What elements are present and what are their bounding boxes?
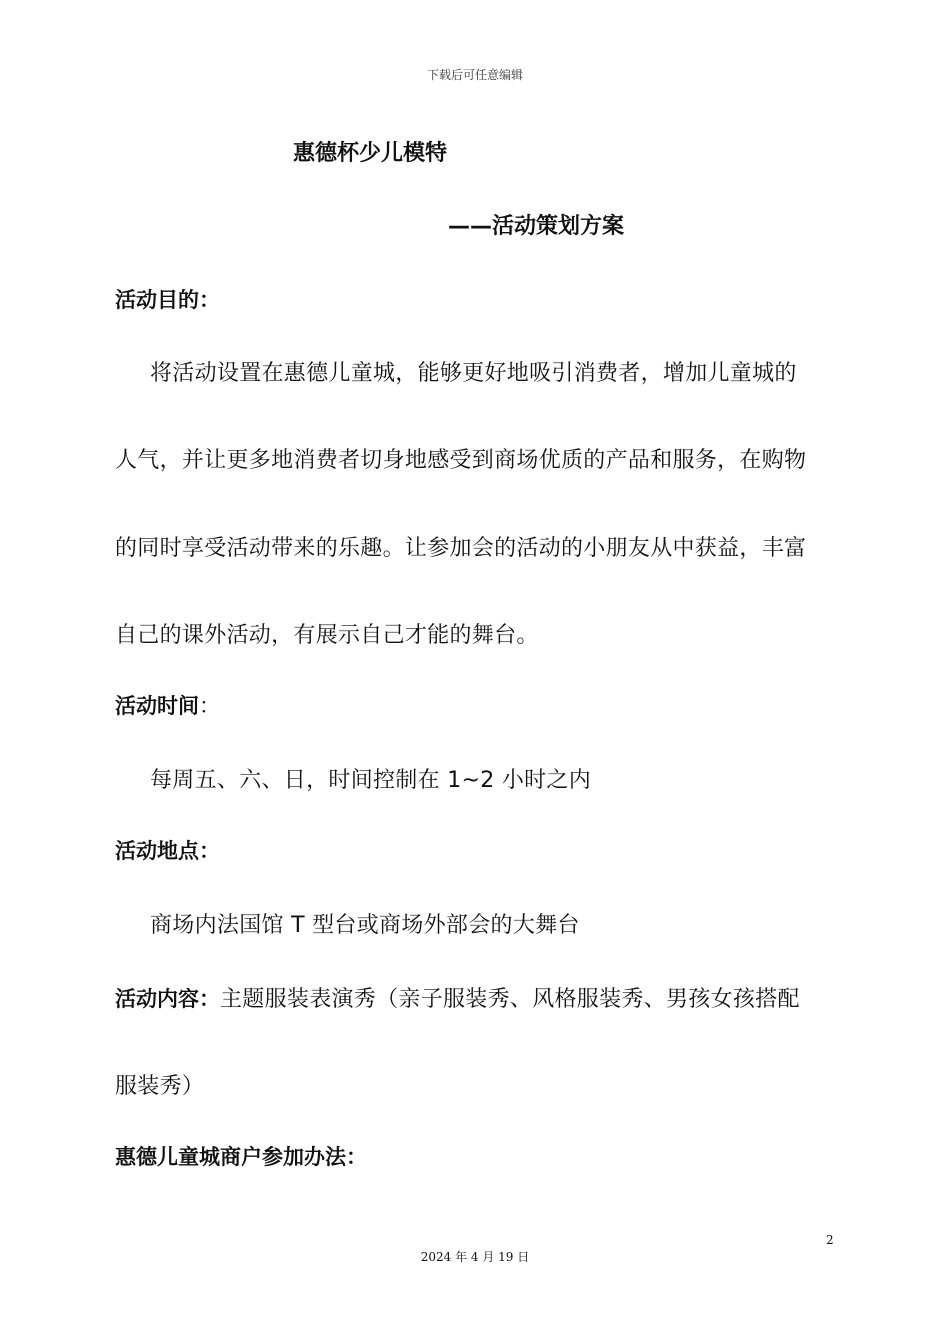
- page-number: 2: [826, 1233, 834, 1247]
- document-subtitle: ——活动策划方案: [448, 214, 625, 239]
- content-line-1: 主题服装表演秀（亲子服装秀、风格服装秀、男孩女孩搭配: [220, 987, 800, 1012]
- purpose-heading: 活动目的：: [115, 288, 220, 312]
- merchant-heading: 惠德儿童城商户参加办法：: [115, 1145, 367, 1169]
- location-text: 商场内法国馆 T 型台或商场外部会的大舞台: [150, 913, 580, 938]
- content-row: [115, 982, 800, 1013]
- purpose-line-2: 人气，并让更多地消费者切身地感受到商场优质的产品和服务，在购物: [115, 448, 807, 473]
- document-title: 惠德杯少儿模特: [293, 141, 448, 166]
- purpose-line-1: 将活动设置在惠德儿童城，能够更好地吸引消费者，增加儿童城的: [150, 361, 797, 386]
- time-heading-colon: ：: [199, 694, 220, 718]
- time-heading: 活动时间: [115, 694, 199, 718]
- content-heading: 活动内容：: [115, 987, 220, 1011]
- content-line-2: 服装秀）: [115, 1074, 205, 1099]
- footer-date: 2024 年 4 月 19 日: [420, 1250, 530, 1264]
- time-heading-row: [115, 690, 220, 720]
- time-text: 每周五、六、日，时间控制在 1~2 小时之内: [150, 768, 592, 793]
- purpose-line-3: 的同时享受活动带来的乐趣。让参加会的活动的小朋友从中获益，丰富: [115, 536, 807, 561]
- purpose-line-4: 自己的课外活动，有展示自己才能的舞台。: [115, 623, 539, 648]
- page-header: 下载后可任意编辑: [426, 68, 523, 82]
- location-heading: 活动地点：: [115, 839, 220, 863]
